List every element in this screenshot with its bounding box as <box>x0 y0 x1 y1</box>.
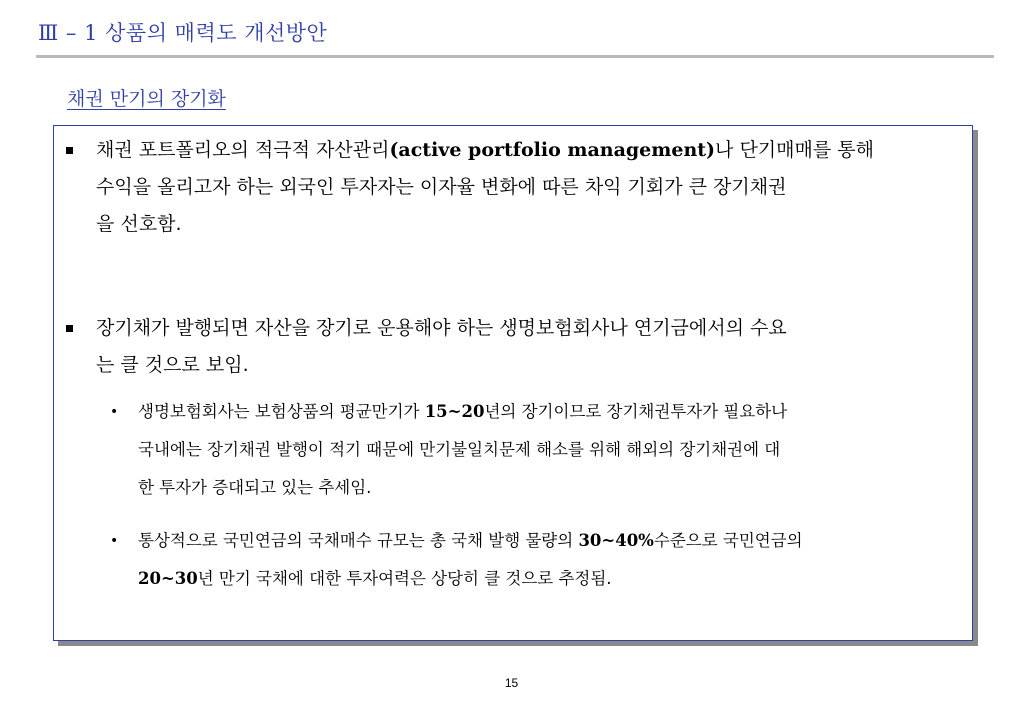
text-segment: 15~20 <box>424 402 485 421</box>
page-number: 15 <box>504 676 519 690</box>
sub-item-line <box>138 522 968 560</box>
text-segment: 채권 포트폴리오의 적극적 자산관리 <box>96 139 390 161</box>
text-segment: 나 단기매매를 통해 <box>715 139 874 161</box>
square-bullet-icon <box>66 325 73 332</box>
sub-bullet-item-2 <box>110 522 968 598</box>
sub-item-line: 한 투자가 증대되고 있는 추세임. <box>138 478 372 497</box>
page-title: Ⅲ – 1 상품의 매력도 개선방안 <box>38 21 328 45</box>
dot-bullet-icon: • <box>110 404 119 420</box>
bullet-item-1 <box>96 132 968 243</box>
text-segment: 30~40% <box>578 531 654 550</box>
bullet-item-2 <box>96 310 968 384</box>
item-line <box>96 206 968 243</box>
text-segment: 수준으로 국민연금의 <box>653 531 803 550</box>
text-segment: 을 선호함. <box>96 213 182 235</box>
text-segment: 통상적으로 국민연금의 국채매수 규모는 총 국채 발행 물량의 <box>138 531 579 550</box>
sub-item-line <box>138 393 968 431</box>
text-segment: 년 만기 국채에 대한 투자여력은 상당히 클 것으로 추정됨. <box>197 569 612 588</box>
item-line: 는 클 것으로 보임. <box>96 354 249 376</box>
text-segment: 20~30 <box>138 569 198 588</box>
sub-item-line <box>138 560 968 598</box>
sub-bullet-item-1 <box>110 393 968 507</box>
item-line <box>96 132 968 169</box>
sub-item-line: 국내에는 장기채권 발행이 적기 때문에 만기불일치문제 해소를 위해 해외의 장기채권에 대 <box>138 440 781 459</box>
text-segment: 년의 장기이므로 장기채권투자가 필요하나 <box>484 402 788 421</box>
text-segment: 생명보험회사는 보험상품의 평균만기가 <box>138 402 425 421</box>
section-subtitle: 채권 만기의 장기화 <box>67 88 226 110</box>
title-divider <box>36 55 994 58</box>
square-bullet-icon <box>66 147 73 154</box>
content-box <box>53 125 973 641</box>
dot-bullet-icon: • <box>110 533 119 549</box>
item-line: 수익을 올리고자 하는 외국인 투자자는 이자율 변화에 따른 차익 기회가 큰 장기채권 <box>96 176 787 198</box>
item-line: 장기채가 발행되면 자산을 장기로 운용해야 하는 생명보험회사나 연기금에서의 수요 <box>96 317 787 339</box>
text-segment: (active portfolio management) <box>389 139 716 161</box>
